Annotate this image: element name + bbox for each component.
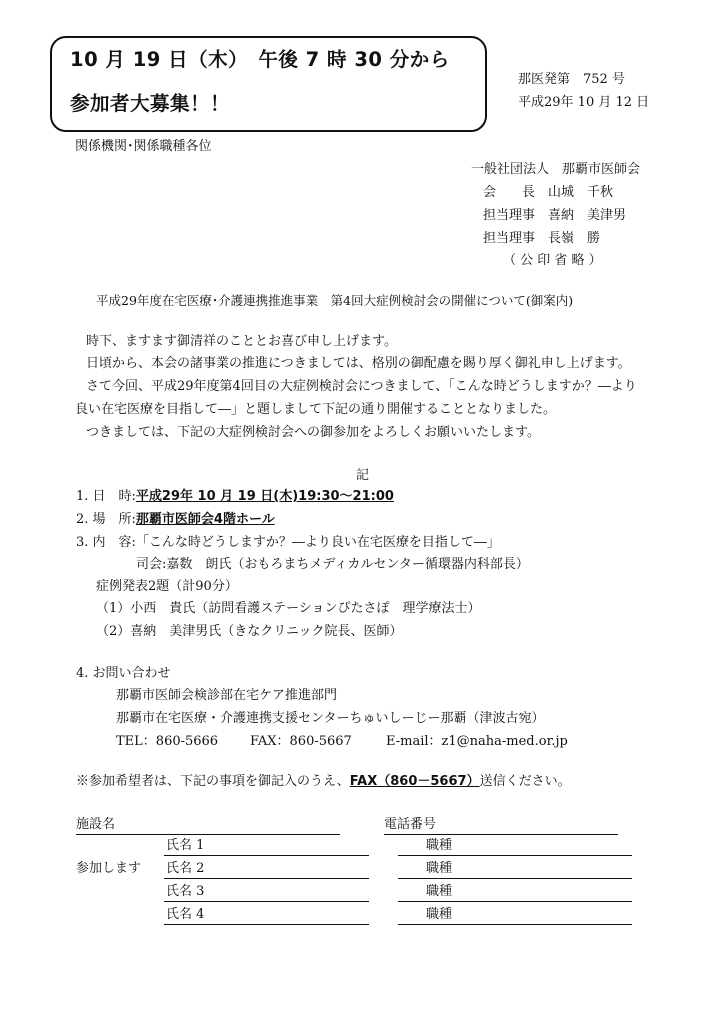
- job-1-underline: [398, 855, 632, 856]
- fax-note-prefix: ※参加希望者は、下記の事項を御記入のうえ、: [76, 774, 350, 789]
- case-2: （2）喜納 美津男氏（きなクリニック院長、医師）: [96, 624, 403, 639]
- form-facility-label: 施設名: [76, 817, 116, 832]
- item-place: [76, 512, 275, 528]
- form-job-3: 職種: [426, 884, 453, 899]
- contact-label: 4. お問い合わせ: [76, 666, 171, 681]
- contact-tel: TEL：860-5666: [116, 734, 219, 749]
- sender-org: 一般社団法人 那覇市医師会: [471, 162, 641, 177]
- seal-omitted: （ 公 印 省 略 ）: [503, 253, 602, 268]
- name-1-underline: [164, 855, 369, 856]
- facility-underline: [76, 834, 340, 835]
- sender-director-2: 担当理事 長嶺 勝: [483, 231, 601, 246]
- item-content-label: 3. 内 容:: [76, 535, 136, 550]
- form-name-3: 氏名 3: [166, 884, 205, 899]
- item-datetime-value: 平成29年 10 月 19 日(木)19:30～21:00: [135, 489, 394, 504]
- form-job-1: 職種: [426, 838, 453, 853]
- item-datetime: [76, 489, 394, 505]
- sender-president: 会 長 山城 千秋: [483, 185, 614, 200]
- item-place-value: 那覇市医師会4階ホール: [135, 512, 275, 527]
- contact-department: 那覇市医師会検診部在宅ケア推進部門: [116, 688, 338, 703]
- contact-fax: FAX：860-5667: [250, 734, 352, 749]
- banner-datetime: 10 月 19 日（木） 午後 7 時 30 分から: [70, 48, 450, 71]
- job-2-underline: [398, 878, 632, 879]
- case-1: （1）小西 貴氏（訪問看護ステーションぴたさぽ 理学療法士）: [96, 601, 481, 616]
- form-job-4: 職種: [426, 907, 453, 922]
- phone-underline: [384, 834, 618, 835]
- item-content: [76, 535, 500, 551]
- item-content-value: 「こんな時どうしますか？―より良い在宅医療を目指して―」: [135, 535, 500, 550]
- body-paragraph-4: つきましては、下記の大症例検討会への御参加をよろしくお願いいたします。: [86, 425, 540, 440]
- body-paragraph-3a: さて今回、平成29年度第4回目の大症例検討会につきまして、「こんな時どうしますか？―より: [86, 379, 637, 394]
- name-3-underline: [164, 901, 369, 902]
- name-4-underline: [164, 924, 369, 925]
- job-3-underline: [398, 901, 632, 902]
- sender-director-1: 担当理事 喜納 美津男: [483, 208, 627, 223]
- subject-title: 平成29年度在宅医療･介護連携推進事業 第4回大症例検討会の開催について(御案内): [96, 293, 574, 308]
- moderator: 司会:嘉数 朗氏（おもろまちメディカルセンター循環器内科部長）: [136, 557, 529, 572]
- form-name-4: 氏名 4: [166, 907, 205, 922]
- item-datetime-label: 1. 日 時:: [76, 489, 136, 504]
- form-name-1: 氏名 1: [166, 838, 205, 853]
- banner-recruit: 参加者大募集！！: [70, 92, 231, 115]
- form-job-2: 職種: [426, 861, 453, 876]
- fax-note-number: FAX（860－5667）: [349, 774, 480, 789]
- fax-note: [76, 774, 571, 790]
- contact-email: E-mail：z1@naha-med.or.jp: [386, 734, 568, 749]
- job-4-underline: [398, 924, 632, 925]
- form-attend-label: 参加します: [76, 861, 142, 876]
- body-paragraph-1: 時下、ますます御清祥のこととお喜び申し上げます。: [86, 334, 397, 349]
- doc-date: 平成29年 10 月 12 日: [518, 95, 650, 110]
- item-place-label: 2. 場 所:: [76, 512, 136, 527]
- form-name-2: 氏名 2: [166, 861, 205, 876]
- ki-heading: 記: [356, 468, 370, 483]
- body-paragraph-2: 日頃から、本会の諸事業の推進につきましては、格別の御配慮を賜り厚く御礼申し上げます。: [86, 356, 631, 371]
- fax-note-suffix: 送信ください。: [479, 774, 571, 789]
- name-2-underline: [164, 878, 369, 879]
- form-phone-label: 電話番号: [384, 817, 437, 832]
- announcement-banner: [50, 36, 487, 132]
- case-presentations: 症例発表2題（計90分）: [96, 579, 238, 594]
- addressee: 関係機関･関係職種各位: [75, 139, 212, 154]
- body-paragraph-3b: 良い在宅医療を目指して―」と題しまして下記の通り開催することとなりました。: [75, 402, 557, 417]
- contact-center: 那覇市在宅医療・介護連携支援センターちゅいしーじー那覇（津波古宛）: [116, 711, 545, 726]
- doc-number: 那医発第 752 号: [518, 72, 625, 87]
